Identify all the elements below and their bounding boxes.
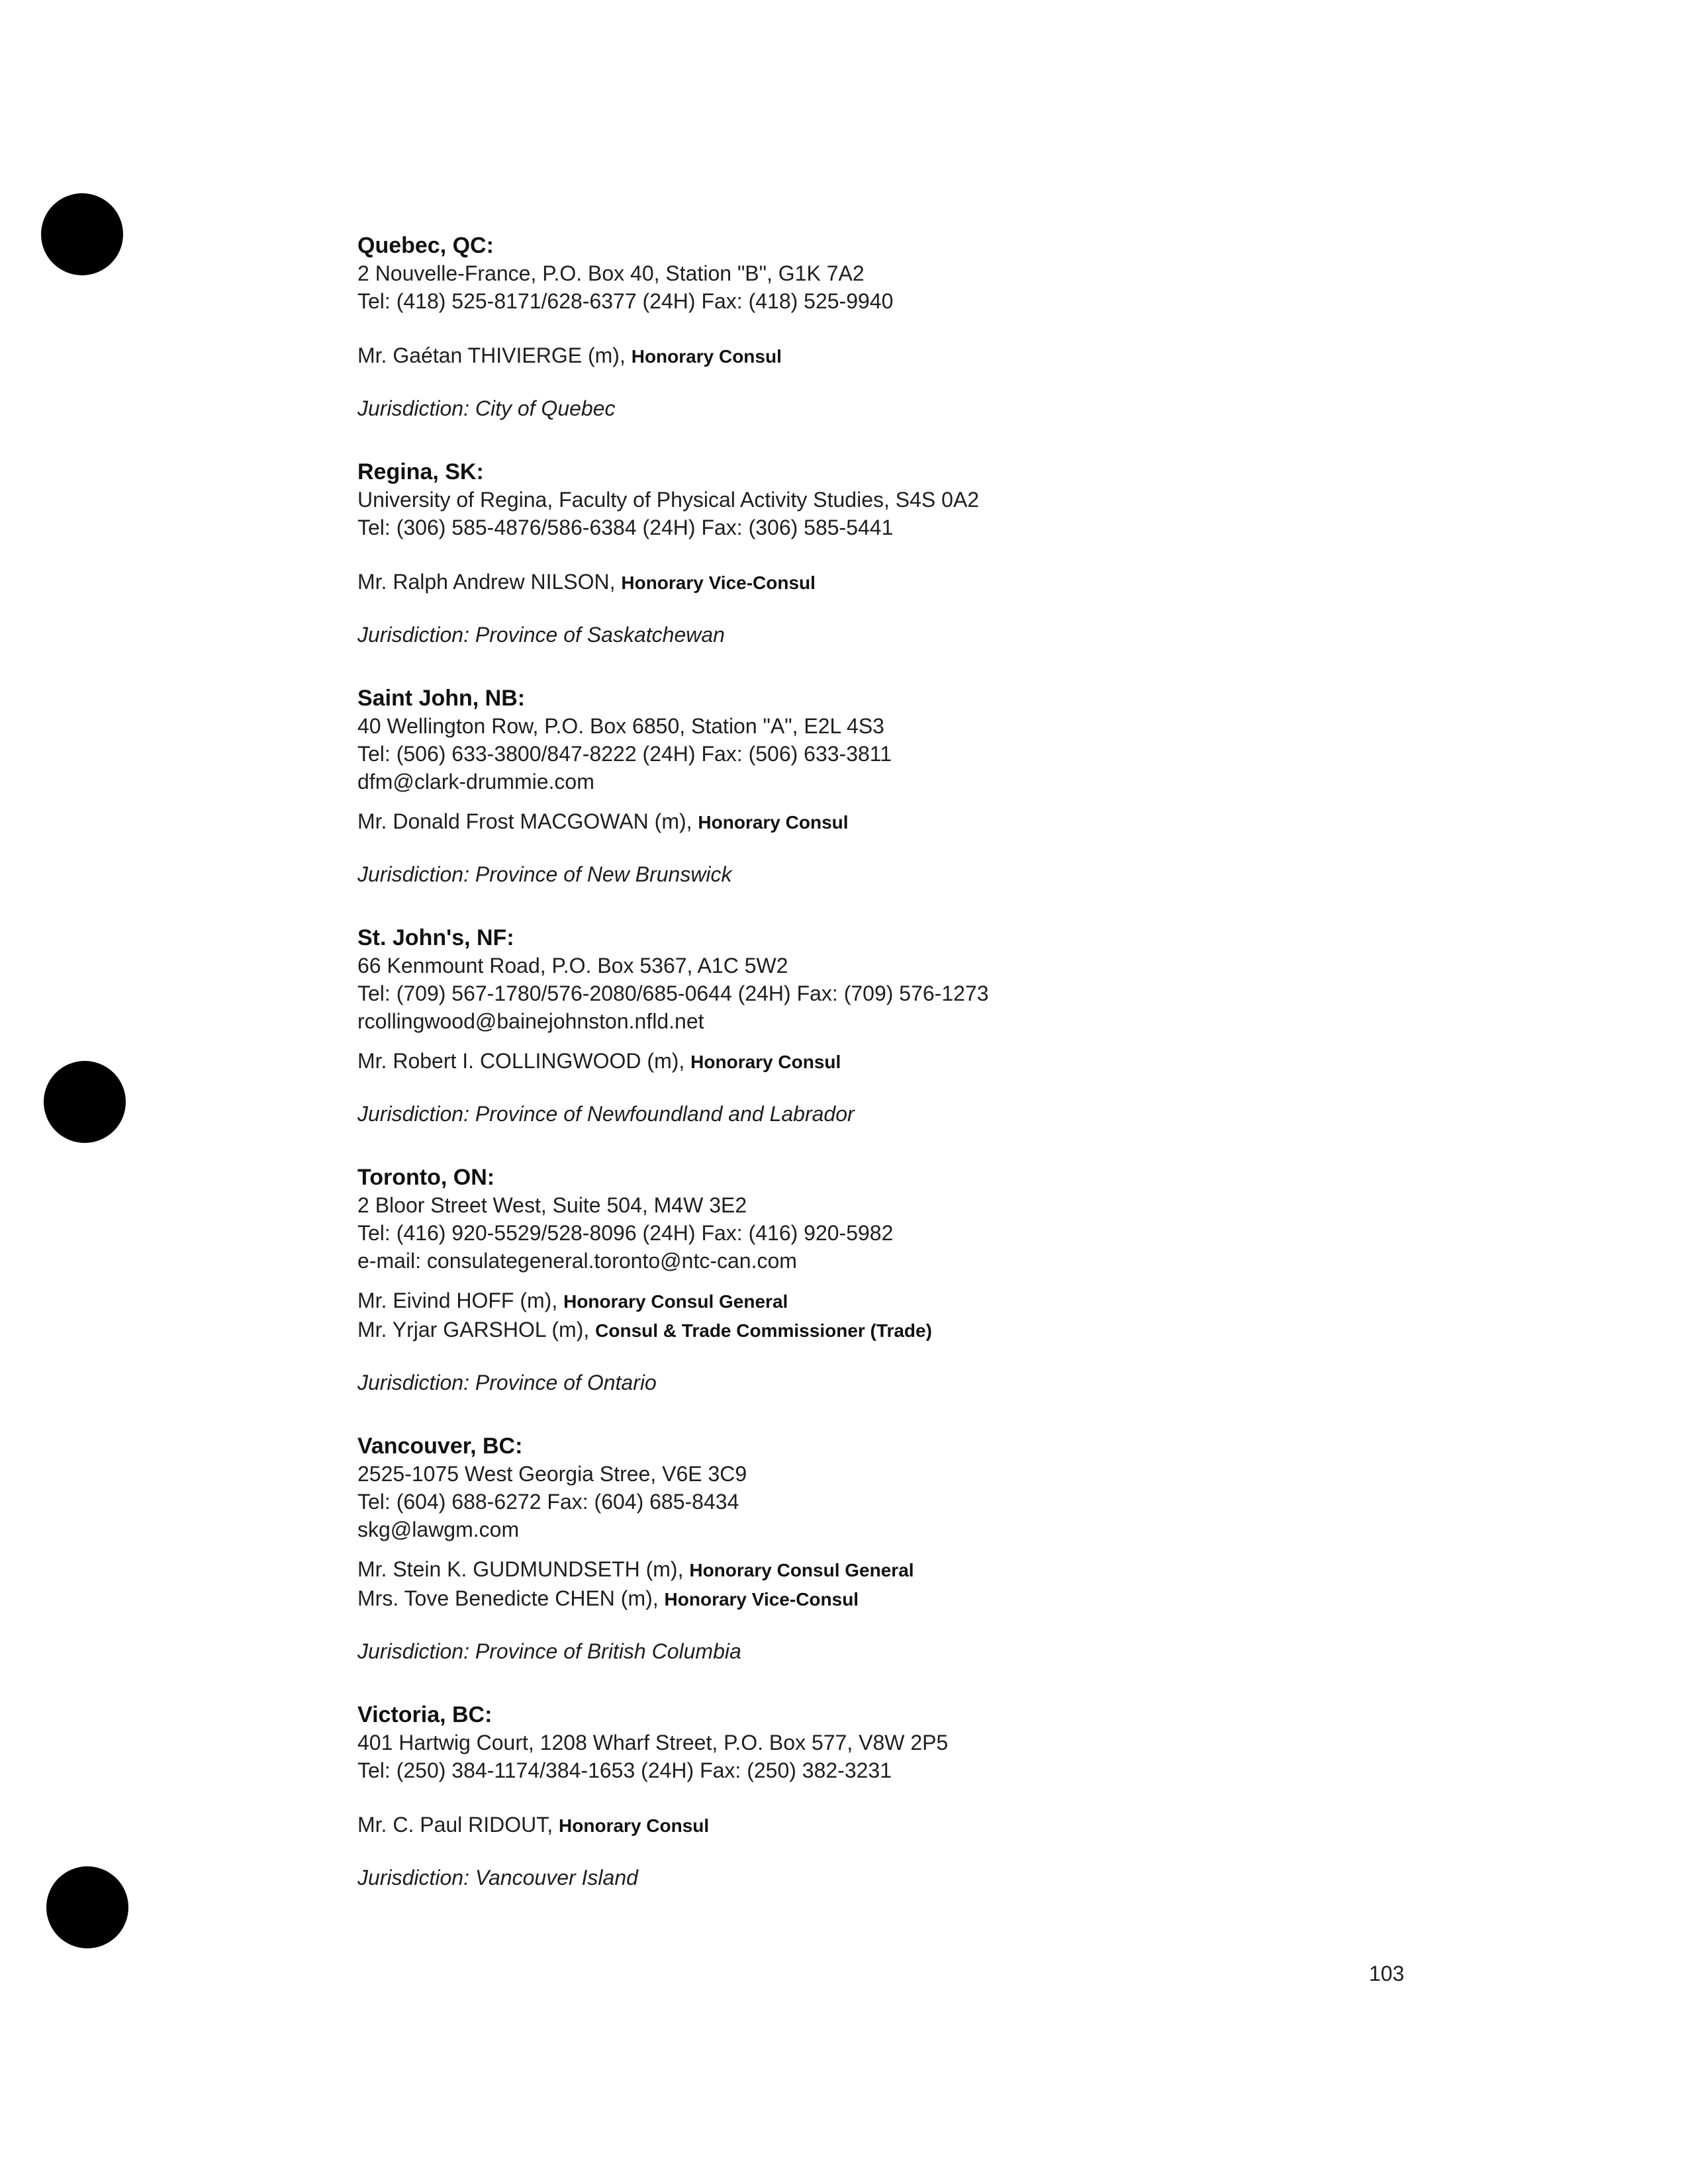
official-title: Honorary Vice-Consul — [664, 1589, 859, 1610]
official-name: Mr. Yrjar GARSHOL (m), — [357, 1318, 590, 1342]
consulate-entry-toronto — [357, 1163, 1483, 1396]
official-name: Mr. Ralph Andrew NILSON, — [357, 570, 616, 594]
jurisdiction: Jurisdiction: City of Quebec — [357, 396, 616, 420]
jurisdiction: Jurisdiction: Province of British Columbia — [357, 1639, 741, 1663]
official-name: Mr. Stein K. GUDMUNDSETH (m), — [357, 1557, 684, 1581]
consulate-entry-regina — [357, 458, 1483, 649]
email-line: rcollingwood@bainejohnston.nfld.net — [357, 1009, 704, 1033]
official — [357, 1555, 1483, 1584]
jurisdiction: Jurisdiction: Province of Newfoundland and Labrador — [357, 1102, 855, 1126]
officials — [357, 1047, 1483, 1076]
official-title: Honorary Vice-Consul — [621, 572, 816, 593]
binder-hole-top — [41, 193, 123, 275]
jurisdiction: Jurisdiction: Province of New Brunswick — [357, 862, 732, 886]
official — [357, 1287, 1483, 1316]
city-heading: Toronto, ON: — [357, 1165, 495, 1190]
phone-line: Tel: (250) 384-1174/384-1653 (24H) Fax: (250) 382-3231 — [357, 1758, 892, 1782]
address-line: 401 Hartwig Court, 1208 Wharf Street, P.O. Box 577, V8W 2P5 — [357, 1731, 949, 1754]
consulate-entry-st-johns — [357, 924, 1483, 1128]
address-line: 2525-1075 West Georgia Stree, V6E 3C9 — [357, 1462, 747, 1486]
consulate-entry-saint-john — [357, 684, 1483, 888]
jurisdiction: Jurisdiction: Province of Ontario — [357, 1371, 657, 1394]
binder-hole-middle — [44, 1061, 126, 1143]
official-name: Mr. C. Paul RIDOUT, — [357, 1813, 553, 1837]
official — [357, 341, 1483, 371]
officials — [357, 1555, 1483, 1614]
city-heading: Vancouver, BC: — [357, 1433, 523, 1459]
consulate-entry-quebec — [357, 232, 1483, 422]
official-name: Mr. Gaétan THIVIERGE (m), — [357, 343, 626, 367]
phone-line: Tel: (306) 585-4876/586-6384 (24H) Fax: (306) 585-5441 — [357, 516, 894, 539]
officials — [357, 568, 1483, 597]
official — [357, 1316, 1483, 1345]
officials — [357, 1287, 1483, 1345]
phone-line: Tel: (709) 567-1780/576-2080/685-0644 (24H) Fax: (709) 576-1273 — [357, 981, 989, 1005]
city-heading: Saint John, NB: — [357, 686, 526, 711]
official-name: Mr. Donald Frost MACGOWAN (m), — [357, 809, 692, 833]
official-title: Honorary Consul General — [563, 1291, 788, 1312]
address-line: 2 Bloor Street West, Suite 504, M4W 3E2 — [357, 1193, 747, 1217]
official-name: Mrs. Tove Benedicte CHEN (m), — [357, 1586, 659, 1610]
officials — [357, 341, 1483, 371]
official-title: Consul & Trade Commissioner (Trade) — [595, 1320, 932, 1341]
consulate-entry-vancouver — [357, 1432, 1483, 1665]
address-line: 66 Kenmount Road, P.O. Box 5367, A1C 5W2 — [357, 954, 788, 978]
officials — [357, 1811, 1483, 1840]
phone-line: Tel: (604) 688-6272 Fax: (604) 685-8434 — [357, 1490, 739, 1514]
official — [357, 568, 1483, 597]
official-title: Honorary Consul General — [689, 1560, 914, 1580]
officials — [357, 807, 1483, 837]
city-heading: Victoria, BC: — [357, 1702, 492, 1727]
address-line: University of Regina, Faculty of Physical Activity Studies, S4S 0A2 — [357, 488, 980, 512]
email-line: e-mail: consulategeneral.toronto@ntc-can.com — [357, 1249, 797, 1273]
official — [357, 1584, 1483, 1614]
phone-line: Tel: (418) 525-8171/628-6377 (24H) Fax: (418) 525-9940 — [357, 289, 894, 313]
official — [357, 807, 1483, 837]
official-title: Honorary Consul — [631, 346, 782, 367]
jurisdiction: Jurisdiction: Province of Saskatchewan — [357, 623, 725, 647]
city-heading: Regina, SK: — [357, 459, 484, 484]
address-line: 2 Nouvelle-France, P.O. Box 40, Station "B", G1K 7A2 — [357, 261, 865, 285]
official — [357, 1047, 1483, 1076]
phone-line: Tel: (416) 920-5529/528-8096 (24H) Fax: (416) 920-5982 — [357, 1221, 894, 1245]
consulate-entry-victoria — [357, 1701, 1483, 1891]
email-line: skg@lawgm.com — [357, 1518, 520, 1541]
official-title: Honorary Consul — [690, 1052, 841, 1072]
official-title: Honorary Consul — [559, 1815, 710, 1836]
official-name: Mr. Robert I. COLLINGWOOD (m), — [357, 1049, 685, 1073]
city-heading: St. John's, NF: — [357, 925, 514, 950]
consulate-list — [357, 232, 1483, 1927]
official — [357, 1811, 1483, 1840]
email-line: dfm@clark-drummie.com — [357, 770, 594, 794]
jurisdiction: Jurisdiction: Vancouver Island — [357, 1866, 638, 1889]
official-name: Mr. Eivind HOFF (m), — [357, 1289, 558, 1312]
city-heading: Quebec, QC: — [357, 233, 494, 258]
official-title: Honorary Consul — [698, 812, 849, 833]
phone-line: Tel: (506) 633-3800/847-8222 (24H) Fax: (506) 633-3811 — [357, 742, 892, 766]
address-line: 40 Wellington Row, P.O. Box 6850, Station "A", E2L 4S3 — [357, 714, 884, 738]
binder-hole-bottom — [46, 1866, 128, 1948]
page-number: 103 — [1369, 1962, 1405, 1985]
